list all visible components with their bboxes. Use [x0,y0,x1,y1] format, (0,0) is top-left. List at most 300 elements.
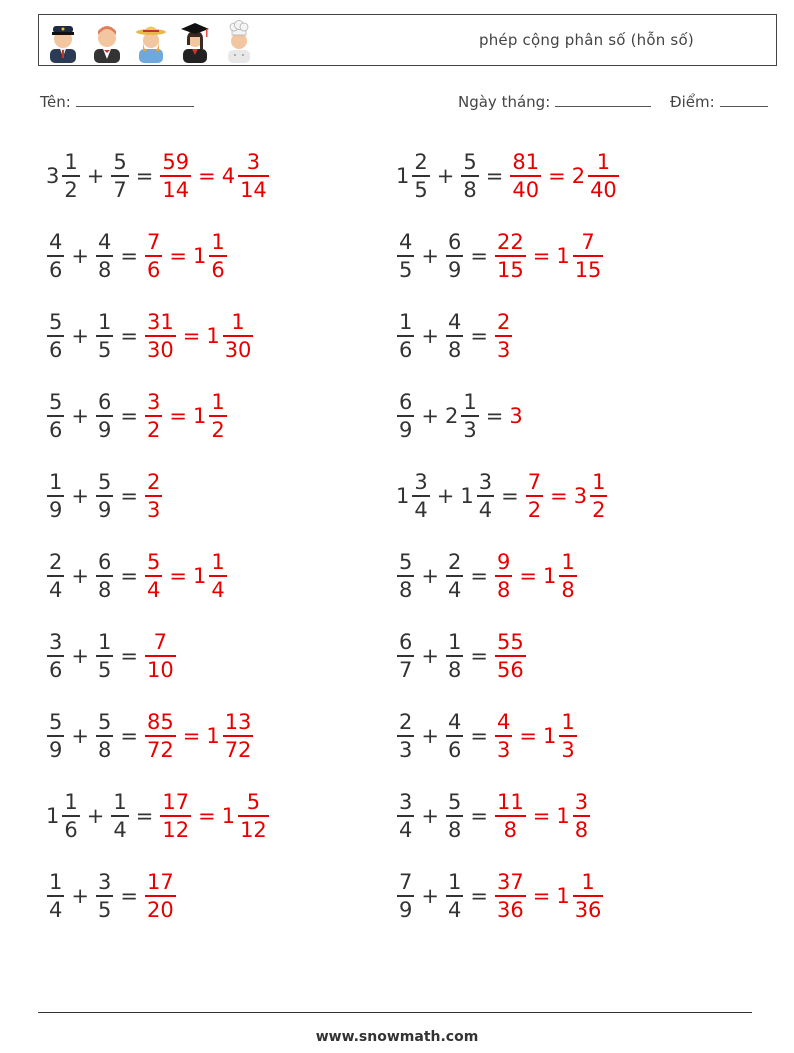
answer-improper-numerator: 7 [153,630,168,654]
equals-sign: = [182,324,201,348]
score-field[interactable] [670,92,768,111]
addend-b-numerator: 4 [447,310,462,334]
plus-sign: + [71,724,89,748]
answer-improper-fraction [495,549,512,603]
answer-mixed [222,149,270,203]
addend-a-fraction [397,629,414,683]
plus-sign: + [421,564,439,588]
equals-sign: = [182,724,201,748]
answer-mixed-fraction [573,229,604,283]
addend-a-numerator: 2 [399,710,413,734]
worksheet-title: phép cộng phân số (hỗn số) [479,31,694,49]
problem-10 [396,464,608,528]
addend-b-numerator: 5 [463,150,477,174]
answer-improper-numerator: 2 [146,470,161,494]
addend-b-numerator: 1 [463,390,477,414]
answer-mixed [574,469,609,523]
answer-mixed-numerator: 1 [561,710,575,734]
addend-a-denominator: 6 [64,818,78,842]
addend-b [445,309,464,363]
answer [509,149,619,203]
answer-improper [144,469,163,523]
answer [144,229,228,283]
answer-mixed-whole: 3 [573,484,588,508]
equals-sign: = [470,804,488,828]
answer-improper-fraction [145,309,176,363]
answer-mixed-fraction [223,709,254,763]
answer-improper-numerator: 4 [496,710,511,734]
addend-b-denominator: 5 [97,338,112,362]
problem-18 [396,784,591,848]
addend-a-numerator: 5 [49,390,63,414]
plus-sign: + [421,804,439,828]
addend-a [46,229,65,283]
addend-a-fraction [397,869,414,923]
answer-improper-denominator: 56 [496,658,524,682]
graduate-avatar-icon [177,19,213,63]
answer [525,469,609,523]
addend-a-denominator: 5 [414,178,428,202]
addend-a-fraction [47,869,64,923]
plus-sign: + [86,804,105,828]
addend-a-whole: 1 [46,804,60,828]
answer [144,469,163,523]
addend-b-denominator: 8 [97,258,112,282]
answer-mixed-fraction [588,149,619,203]
answer-mixed-whole: 1 [556,884,570,908]
answer-mixed [193,389,228,443]
answer [494,709,578,763]
addend-a-denominator: 5 [399,258,413,282]
answer-improper-fraction [145,709,176,763]
addend-b-numerator: 4 [97,230,112,254]
addend-a [46,789,81,843]
answer-improper-fraction [495,789,526,843]
addend-b [95,629,114,683]
equals-sign: = [120,484,138,508]
name-blank[interactable] [76,92,194,107]
answer-improper-fraction [145,229,162,283]
answer-improper-numerator: 55 [496,630,524,654]
addend-b [445,229,464,283]
addend-b-numerator: 5 [97,470,112,494]
answer-mixed-numerator: 1 [211,230,225,254]
addend-b-numerator: 2 [447,550,462,574]
addend-a-fraction [412,469,429,523]
problem-2 [396,144,620,208]
addend-b-fraction [446,869,463,923]
addend-b-whole: 1 [460,484,474,508]
addend-a-denominator: 4 [414,498,428,522]
answer-improper-denominator: 20 [146,898,174,922]
equals-sign: = [548,164,566,188]
addend-b [445,709,464,763]
avatar-strip [45,19,265,63]
addend-b-fraction [446,709,463,763]
answer-improper-numerator: 9 [496,550,511,574]
equals-sign: = [120,324,138,348]
farmer-avatar-icon [133,19,169,63]
addend-a-denominator: 9 [399,418,413,442]
answer-improper [494,869,527,923]
addend-a-fraction [397,549,414,603]
answer-mixed [556,789,591,843]
plus-sign: + [421,644,439,668]
answer [144,709,254,763]
addend-b-fraction [111,789,128,843]
answer-mixed-whole: 1 [192,564,207,588]
equals-sign: = [470,884,488,908]
answer [494,869,604,923]
addend-b-fraction [446,629,463,683]
plus-sign: + [71,884,89,908]
equals-sign: = [120,244,138,268]
problem-12 [396,544,578,608]
addend-b [95,389,114,443]
addend-b-fraction [446,789,463,843]
addend-b-denominator: 5 [97,898,112,922]
answer-improper-numerator: 59 [162,150,190,174]
answer-improper [494,709,513,763]
answer-improper-denominator: 36 [496,898,524,922]
answer [494,229,604,283]
addend-a [46,629,65,683]
addend-b-denominator: 4 [447,898,462,922]
answer-improper-fraction [145,549,162,603]
addend-a [396,549,415,603]
addend-a [396,229,415,283]
answer-improper-denominator: 8 [503,818,518,842]
answer [159,789,269,843]
answer-mixed-numerator: 1 [561,550,575,574]
answer-improper [494,229,527,283]
date-field[interactable] [458,92,651,111]
answer-mixed-whole: 1 [206,724,220,748]
answer [144,869,177,923]
answer-mixed-fraction [238,149,269,203]
addend-a-numerator: 7 [399,870,413,894]
addend-a-numerator: 1 [399,310,413,334]
addend-b-fraction [446,309,463,363]
answer [159,149,269,203]
answer-improper-fraction [495,869,526,923]
addend-a-fraction [47,549,64,603]
answer [144,549,228,603]
answer [494,629,527,683]
answer-improper-denominator: 6 [146,258,161,282]
problem-13 [46,624,177,688]
answer-improper [144,869,177,923]
name-field[interactable] [40,92,194,111]
problem-9 [46,464,163,528]
answer-mixed-denominator: 12 [240,818,267,842]
addend-a-denominator: 3 [399,738,413,762]
answer-improper [494,309,513,363]
answer-mixed-whole: 1 [192,404,207,428]
addend-a-denominator: 9 [49,498,63,522]
addend-b [95,549,114,603]
addend-a [396,869,415,923]
answer-improper-fraction [526,469,543,523]
addend-b [95,309,114,363]
addend-b-numerator: 3 [97,870,112,894]
addend-a-numerator: 1 [64,150,78,174]
addend-a [46,309,65,363]
addend-a-numerator: 3 [414,470,428,494]
answer-improper-denominator: 2 [527,498,542,522]
answer-improper-fraction [495,709,512,763]
addend-b-numerator: 5 [97,710,112,734]
problem-14 [396,624,527,688]
equals-sign: = [198,804,216,828]
addend-b-numerator: 6 [97,550,112,574]
problem-17 [46,784,270,848]
answer [494,309,513,363]
addend-a-numerator: 5 [49,710,63,734]
plus-sign: + [421,404,439,428]
addend-b-denominator: 3 [463,418,477,442]
addend-b-fraction [96,629,113,683]
answer-mixed-numerator: 1 [596,150,611,174]
answer-mixed-fraction [559,549,576,603]
answer-mixed-whole: 1 [556,804,570,828]
addend-b-numerator: 1 [97,630,112,654]
answer-improper [159,789,192,843]
addend-a-denominator: 4 [49,898,63,922]
answer-mixed-numerator: 3 [246,150,261,174]
addend-a-numerator: 2 [49,550,63,574]
addend-a [46,869,65,923]
answer-mixed-denominator: 8 [561,578,575,602]
addend-b-whole: 2 [444,404,459,428]
answer-mixed-whole: 1 [542,724,557,748]
addend-b [445,629,464,683]
equals-sign: = [198,164,216,188]
answer-mixed-numerator: 1 [592,470,606,494]
addend-a-whole: 1 [396,164,410,188]
answer-improper [494,789,527,843]
answer-mixed-denominator: 40 [590,178,617,202]
addend-b-fraction [461,389,478,443]
waiter-avatar-icon [89,19,125,63]
equals-sign: = [532,244,551,268]
answer-improper [509,149,542,203]
addend-a-fraction [412,149,429,203]
answer-improper [525,469,544,523]
addend-b [95,229,114,283]
addend-a-numerator: 2 [414,150,428,174]
plus-sign: + [86,164,105,188]
answer-mixed-denominator: 30 [224,338,252,362]
addend-a-fraction [397,229,414,283]
equals-sign: = [120,724,138,748]
addend-b-denominator: 8 [97,578,112,602]
answer-mixed-denominator: 3 [561,738,575,762]
addend-a-denominator: 4 [49,578,63,602]
addend-b-denominator: 6 [447,738,462,762]
footer-url: www.snowmath.com [315,1029,479,1045]
addend-b-denominator: 8 [447,818,462,842]
answer-improper-numerator: 3 [146,390,161,414]
equals-sign: = [120,564,138,588]
equals-sign: = [169,404,187,428]
answer-improper-denominator: 12 [162,818,190,842]
addend-a-fraction [47,229,64,283]
answer-improper-fraction [510,149,541,203]
addend-a-denominator: 6 [399,338,413,362]
addend-a [396,469,431,523]
answer-mixed-denominator: 36 [574,898,602,922]
problem-16 [396,704,578,768]
date-blank[interactable] [555,92,651,107]
addend-a-whole: 3 [46,164,60,188]
answer [494,549,578,603]
addend-a-fraction [47,629,64,683]
problem-6 [396,304,513,368]
problem-1 [46,144,270,208]
answer-mixed-numerator: 13 [224,710,252,734]
answer-mixed-whole: 1 [556,244,570,268]
answer-improper-denominator: 72 [146,738,174,762]
answer-mixed-fraction [209,549,226,603]
equals-sign: = [519,564,537,588]
answer-mixed-numerator: 3 [574,790,589,814]
plus-sign: + [71,324,89,348]
addend-b [95,709,114,763]
answer-improper [159,149,192,203]
answer-improper-denominator: 40 [512,178,540,202]
answer-improper-numerator: 17 [162,790,190,814]
addend-b-numerator: 4 [447,710,462,734]
equals-sign: = [470,324,488,348]
answer-mixed-denominator: 14 [240,178,267,202]
answer-improper-numerator: 11 [496,790,524,814]
addend-a [46,469,65,523]
score-blank[interactable] [720,92,768,107]
answer-improper-denominator: 14 [162,178,190,202]
info-row [40,92,772,116]
answer-mixed-numerator: 1 [231,310,245,334]
addend-b [445,389,480,443]
addend-a [396,309,415,363]
addend-a [46,549,65,603]
addend-b [110,149,129,203]
addend-b-denominator: 8 [97,738,112,762]
addend-a-fraction [47,469,64,523]
addend-b-fraction [446,549,463,603]
answer-mixed [572,149,620,203]
answer [144,629,177,683]
score-label: Điểm: [670,93,715,111]
addend-a [46,389,65,443]
answer-mixed-denominator: 15 [574,258,602,282]
answer-mixed-numerator: 1 [211,390,225,414]
answer-mixed [556,229,604,283]
answer-mixed-fraction [209,389,226,443]
problem-7 [46,384,228,448]
answer-whole: 3 [509,404,523,428]
addend-a [396,709,415,763]
addend-a-fraction [397,309,414,363]
equals-sign: = [532,884,551,908]
addend-a [396,629,415,683]
equals-sign: = [120,404,138,428]
problem-15 [46,704,254,768]
addend-b-numerator: 5 [113,150,127,174]
answer-improper [144,309,177,363]
addend-a [396,789,415,843]
addend-a-numerator: 5 [399,550,413,574]
addend-a-denominator: 8 [399,578,413,602]
plus-sign: + [436,484,455,508]
addend-b-numerator: 1 [113,790,127,814]
equals-sign: = [120,644,138,668]
equals-sign: = [519,724,537,748]
answer [494,789,591,843]
answer-improper [144,629,177,683]
footer-divider [38,1012,752,1013]
answer-improper [144,389,163,443]
answer-improper-denominator: 2 [146,418,161,442]
answer-mixed [193,549,228,603]
addend-b-numerator: 1 [97,310,112,334]
addend-a-numerator: 3 [399,790,413,814]
answer-mixed-whole: 4 [221,164,236,188]
plus-sign: + [71,644,89,668]
addend-a [46,709,65,763]
plus-sign: + [71,244,89,268]
answer-improper-denominator: 4 [146,578,161,602]
addend-b-denominator: 8 [447,338,462,362]
answer-mixed [556,869,604,923]
answer-mixed-fraction [223,309,254,363]
equals-sign: = [485,164,504,188]
equals-sign: = [470,724,488,748]
addend-a-numerator: 6 [399,390,413,414]
addend-a-fraction [47,389,64,443]
addend-b-fraction [96,469,113,523]
header-box [38,14,777,66]
addend-a-fraction [397,709,414,763]
answer-improper-numerator: 81 [512,150,540,174]
answer-mixed [222,789,270,843]
equals-sign: = [169,564,187,588]
addend-a-denominator: 6 [49,418,63,442]
equals-sign: = [501,484,519,508]
answer-mixed-whole: 2 [571,164,586,188]
answer-improper-numerator: 85 [146,710,174,734]
answer-mixed-fraction [238,789,269,843]
answer-mixed-numerator: 5 [246,790,261,814]
addend-a-numerator: 6 [399,630,413,654]
addend-b-denominator: 4 [113,818,127,842]
addend-b-numerator: 5 [447,790,462,814]
answer-improper-fraction [495,229,526,283]
answer-improper-numerator: 7 [146,230,161,254]
answer-mixed-fraction [209,229,226,283]
problem-4 [396,224,604,288]
answer-improper-denominator: 3 [146,498,161,522]
addend-a-numerator: 4 [49,230,63,254]
equals-sign: = [135,164,154,188]
answer-improper-denominator: 8 [496,578,511,602]
answer-mixed [206,309,254,363]
answer-improper-numerator: 17 [146,870,174,894]
equals-sign: = [485,404,504,428]
addend-b-fraction [461,149,478,203]
addend-a-fraction [47,709,64,763]
answer-improper-denominator: 30 [146,338,174,362]
